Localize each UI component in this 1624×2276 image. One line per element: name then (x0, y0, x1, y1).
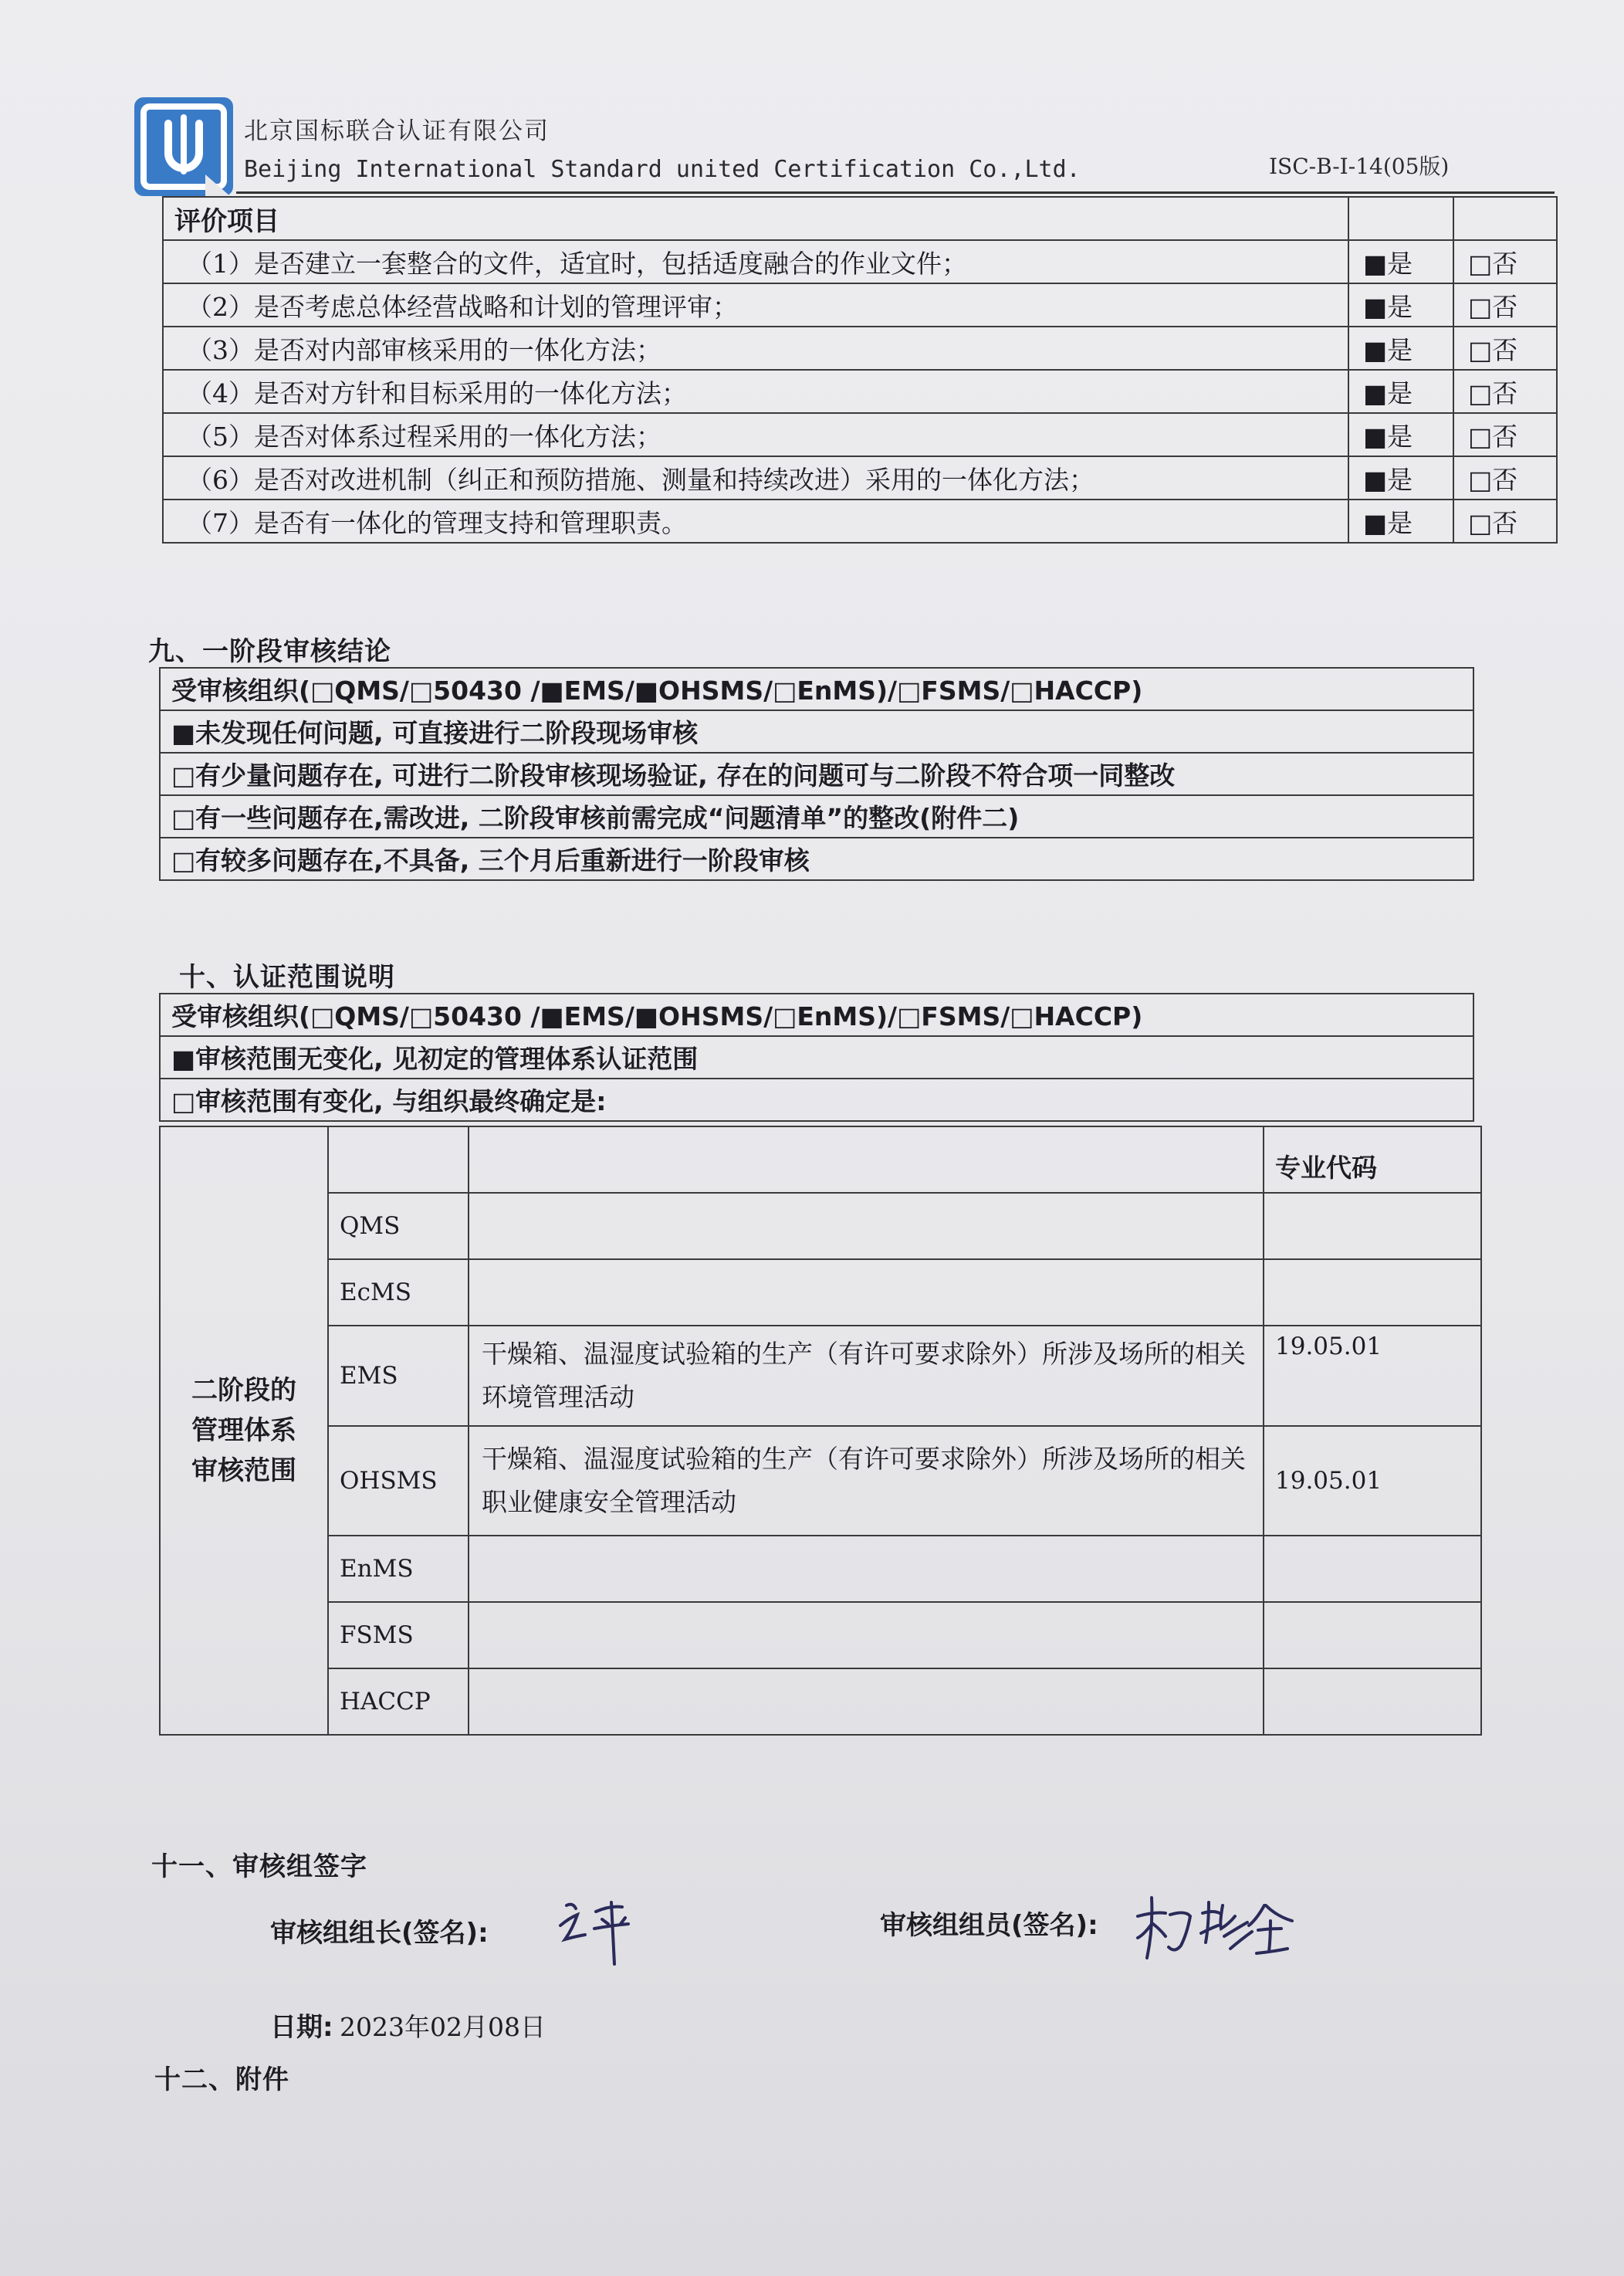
yes-checkbox[interactable]: ■是 (1348, 327, 1453, 370)
leader-signature-label: 审核组组长(签名): (270, 1918, 489, 1949)
system-name: EMS (328, 1326, 469, 1426)
section11-title: 十一、审核组签字 (151, 1851, 367, 1882)
stage1-conclusion-table (159, 667, 1474, 881)
no-checkbox[interactable]: □否 (1453, 456, 1557, 500)
evaluation-row (163, 370, 1557, 413)
section9-title: 九、一阶段审核结论 (148, 636, 391, 667)
scope-header-blank (469, 1126, 1264, 1193)
signing-date: 2023年02月08日 (340, 2012, 546, 2042)
scope-text (469, 1668, 1264, 1735)
no-checkbox[interactable]: □否 (1453, 413, 1557, 456)
conclusion-option[interactable]: □有少量问题存在, 可进行二阶段审核现场验证, 存在的问题可与二阶段不符合项一同整改 (160, 753, 1473, 795)
audited-org-systems: 受审核组织(□QMS/□50430 /■EMS/■OHSMS/□EnMS)/□FSMS/□HACCP) (160, 668, 1473, 710)
company-name-cn: 北京国标联合认证有限公司 (244, 117, 550, 145)
yes-checkbox[interactable]: ■是 (1348, 370, 1453, 413)
scope-text (469, 1193, 1264, 1259)
professional-code: 19.05.01 (1264, 1426, 1481, 1536)
system-name: EnMS (328, 1536, 469, 1602)
scope-text: 干燥箱、温湿度试验箱的生产（有许可要求除外）所涉及场所的相关职业健康安全管理活动 (469, 1426, 1264, 1536)
evaluation-question: （1）是否建立一套整合的文件，适宜时，包括适度融合的作业文件； (163, 240, 1348, 283)
system-name: HACCP (328, 1668, 469, 1735)
professional-code (1264, 1536, 1481, 1602)
yes-checkbox[interactable]: ■是 (1348, 413, 1453, 456)
evaluation-header-no (1453, 197, 1557, 240)
evaluation-question: （2）是否考虑总体经营战略和计划的管理评审； (163, 283, 1348, 327)
evaluation-question: （4）是否对方针和目标采用的一体化方法； (163, 370, 1348, 413)
scope-text (469, 1536, 1264, 1602)
scope-text (469, 1259, 1264, 1326)
conclusion-option[interactable]: □有一些问题存在,需改进, 二阶段审核前需完成“问题清单”的整改(附件二) (160, 795, 1473, 838)
yes-checkbox[interactable]: ■是 (1348, 283, 1453, 327)
system-name: EcMS (328, 1259, 469, 1326)
professional-code (1264, 1602, 1481, 1668)
document-code: ISC-B-I-14(05版) (1269, 154, 1450, 179)
section12-title: 十二、附件 (154, 2064, 289, 2095)
member-signature-label: 审核组组员(签名): (880, 1910, 1098, 1941)
no-checkbox[interactable]: □否 (1453, 327, 1557, 370)
yes-checkbox[interactable]: ■是 (1348, 240, 1453, 283)
evaluation-row (163, 240, 1557, 283)
system-name: FSMS (328, 1602, 469, 1668)
evaluation-question: （6）是否对改进机制（纠正和预防措施、测量和持续改进）采用的一体化方法； (163, 456, 1348, 500)
no-checkbox[interactable]: □否 (1453, 283, 1557, 327)
section10-title: 十、认证范围说明 (179, 962, 395, 993)
company-name-en: Beijing International Standard united Certification Co.,Ltd. (244, 156, 1081, 183)
scope-text: 干燥箱、温湿度试验箱的生产（有许可要求除外）所涉及场所的相关环境管理活动 (469, 1326, 1264, 1426)
conclusion-option[interactable]: □有较多问题存在,不具备, 三个月后重新进行一阶段审核 (160, 838, 1473, 880)
no-checkbox[interactable]: □否 (1453, 240, 1557, 283)
code-header: 专业代码 (1264, 1126, 1481, 1193)
date-label: 日期: (270, 2012, 333, 2043)
evaluation-table (162, 196, 1558, 544)
leader-signature (551, 1888, 644, 1973)
scope-description-table (159, 993, 1474, 1122)
evaluation-header-yes (1348, 197, 1453, 240)
evaluation-row (163, 283, 1557, 327)
system-name: QMS (328, 1193, 469, 1259)
evaluation-header: 评价项目 (163, 197, 1348, 240)
evaluation-question: （3）是否对内部审核采用的一体化方法； (163, 327, 1348, 370)
audited-org-systems: 受审核组织(□QMS/□50430 /■EMS/■OHSMS/□EnMS)/□FSMS/□HACCP) (160, 994, 1473, 1036)
scope-option[interactable]: ■审核范围无变化, 见初定的管理体系认证范围 (160, 1036, 1473, 1079)
no-checkbox[interactable]: □否 (1453, 370, 1557, 413)
yes-checkbox[interactable]: ■是 (1348, 500, 1453, 543)
system-name: OHSMS (328, 1426, 469, 1536)
yes-checkbox[interactable]: ■是 (1348, 456, 1453, 500)
stage2-scope-label: 二阶段的管理体系审核范围 (160, 1126, 328, 1735)
evaluation-question: （5）是否对体系过程采用的一体化方法； (163, 413, 1348, 456)
stage2-scope-table (159, 1126, 1482, 1736)
evaluation-question: （7）是否有一体化的管理支持和管理职责。 (163, 500, 1348, 543)
evaluation-row (163, 327, 1557, 370)
scope-text (469, 1602, 1264, 1668)
evaluation-row (163, 500, 1557, 543)
conclusion-option[interactable]: ■未发现任何问题, 可直接进行二阶段现场审核 (160, 710, 1473, 753)
professional-code (1264, 1193, 1481, 1259)
system-header-blank (328, 1126, 469, 1193)
evaluation-header-row (163, 197, 1557, 240)
member-signature (1128, 1882, 1308, 1975)
header-divider (236, 191, 1555, 194)
no-checkbox[interactable]: □否 (1453, 500, 1557, 543)
scope-option[interactable]: □审核范围有变化, 与组织最终确定是: (160, 1079, 1473, 1121)
professional-code (1264, 1668, 1481, 1735)
evaluation-row (163, 413, 1557, 456)
professional-code: 19.05.01 (1264, 1326, 1481, 1426)
professional-code (1264, 1259, 1481, 1326)
evaluation-row (163, 456, 1557, 500)
company-logo-icon (131, 94, 236, 199)
